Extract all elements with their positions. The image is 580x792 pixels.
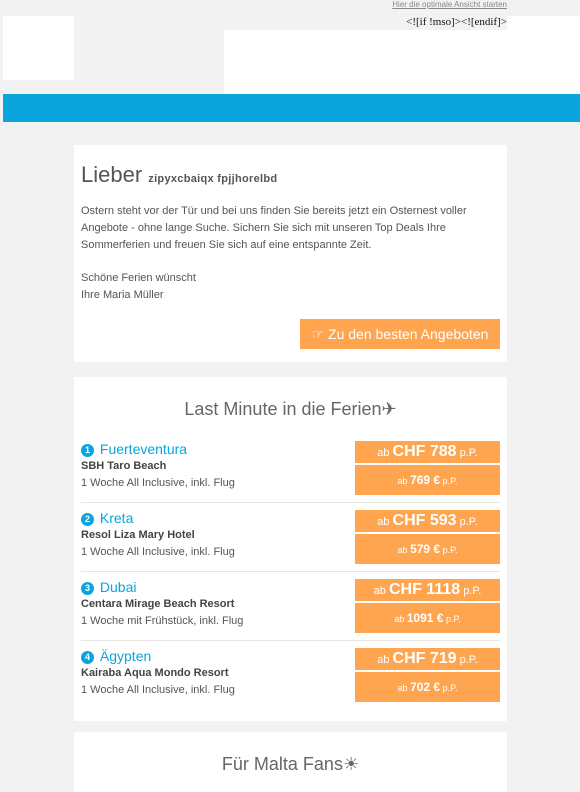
price-prefix: ab [373, 585, 386, 597]
malta-card [74, 732, 507, 792]
offer-row[interactable] [81, 579, 500, 648]
price-prefix: ab [377, 447, 390, 459]
offer-destination: Ägypten [99, 648, 152, 664]
price-suffix: p.P. [442, 476, 458, 486]
offer-price-chf-button[interactable] [355, 441, 500, 463]
greeting-heading [81, 162, 500, 188]
offer-price-eur-button[interactable] [355, 534, 500, 564]
offer-price-eur-button[interactable] [355, 465, 500, 495]
offer-row[interactable] [81, 510, 500, 579]
offer-destination-link[interactable] [81, 510, 133, 526]
offer-description: 1 Woche All Inclusive, inkl. Flug [81, 477, 235, 489]
offer-hotel: SBH Taro Beach [81, 460, 167, 472]
offer-description: 1 Woche All Inclusive, inkl. Flug [81, 546, 235, 558]
offer-hotel: Centara Mirage Beach Resort [81, 598, 235, 610]
intro-paragraph: Ostern steht vor der Tür und bei uns finden Sie bereits jetzt ein Osternest voller Angebote - ohne lange Suche. Sichern Sie sich mit unseren Top Deals Ihre Sommerferien und freuen Sie sich auf eine entspannte Zeit. [81, 205, 467, 251]
price-suffix: p.P. [463, 585, 482, 597]
optimal-view-link[interactable]: Hier die optimale Ansicht starten [392, 0, 507, 9]
offer-destination-link[interactable] [81, 441, 187, 457]
last-minute-title: Last Minute in die Ferien✈ [184, 399, 397, 419]
offer-price-chf-button[interactable] [355, 510, 500, 532]
offer-row[interactable] [81, 441, 500, 510]
offer-hotel: Resol Liza Mary Hotel [81, 529, 195, 541]
offer-number-badge: 2 [81, 513, 94, 526]
offer-row[interactable] [81, 648, 500, 717]
price-prefix: ab [397, 545, 408, 555]
offer-price-eur-button[interactable] [355, 603, 500, 633]
price-suffix: p.P. [459, 654, 478, 666]
offer-description: 1 Woche All Inclusive, inkl. Flug [81, 684, 235, 696]
offer-price-chf-button[interactable] [355, 648, 500, 670]
offer-separator [81, 640, 500, 641]
price-suffix: p.P. [442, 683, 458, 693]
mso-comment-text: <![if !mso]><![endif]> [406, 16, 507, 28]
price-suffix: p.P. [442, 545, 458, 555]
price-prefix: ab [397, 683, 408, 693]
offer-destination-link[interactable] [81, 579, 136, 595]
price-eur: 1091 € [406, 611, 444, 625]
salutation: Lieber [81, 162, 143, 187]
greeting-card [74, 145, 507, 362]
best-offers-button[interactable]: ☞ Zu den besten Angeboten [300, 319, 500, 349]
navigation-bar [3, 94, 580, 122]
offer-hotel: Kairaba Aqua Mondo Resort [81, 667, 229, 679]
offer-separator [81, 502, 500, 503]
header-image-placeholder-top [507, 16, 580, 30]
top-bar [0, 0, 580, 16]
offer-price-eur-button[interactable] [355, 672, 500, 702]
offer-destination: Fuerteventura [99, 441, 188, 457]
price-eur: 579 € [410, 542, 441, 556]
price-suffix: p.P. [445, 614, 461, 624]
offer-number-badge: 1 [81, 444, 94, 457]
offer-separator [81, 571, 500, 572]
price-prefix: ab [377, 516, 390, 528]
offer-price-chf-button[interactable] [355, 579, 500, 601]
offer-number-badge: 3 [81, 582, 94, 595]
offer-number-badge: 4 [81, 651, 94, 664]
offer-destination-link[interactable] [81, 648, 151, 664]
logo-placeholder [3, 16, 74, 80]
price-chf: CHF 719 [392, 650, 457, 667]
last-minute-card [74, 377, 507, 721]
price-chf: CHF 1118 [388, 581, 461, 598]
offer-destination: Kreta [99, 510, 134, 526]
price-prefix: ab [397, 476, 408, 486]
malta-title: Für Malta Fans☀ [221, 754, 360, 774]
price-eur: 702 € [410, 680, 441, 694]
price-suffix: p.P. [459, 516, 478, 528]
price-prefix: ab [377, 654, 390, 666]
offer-description: 1 Woche mit Frühstück, inkl. Flug [81, 615, 244, 627]
closing-line: Schöne Ferien wünscht [81, 272, 196, 284]
header-image-placeholder [224, 30, 580, 94]
signature: Ihre Maria Müller [81, 289, 164, 301]
price-eur: 769 € [410, 473, 441, 487]
price-prefix: ab [394, 614, 405, 624]
price-chf: CHF 593 [392, 512, 457, 529]
recipient-name: zipyxcbaiqx fpjjhorelbd [148, 173, 278, 185]
price-chf: CHF 788 [392, 443, 457, 460]
offer-destination: Dubai [99, 579, 137, 595]
closing [81, 270, 500, 304]
price-suffix: p.P. [459, 447, 478, 459]
